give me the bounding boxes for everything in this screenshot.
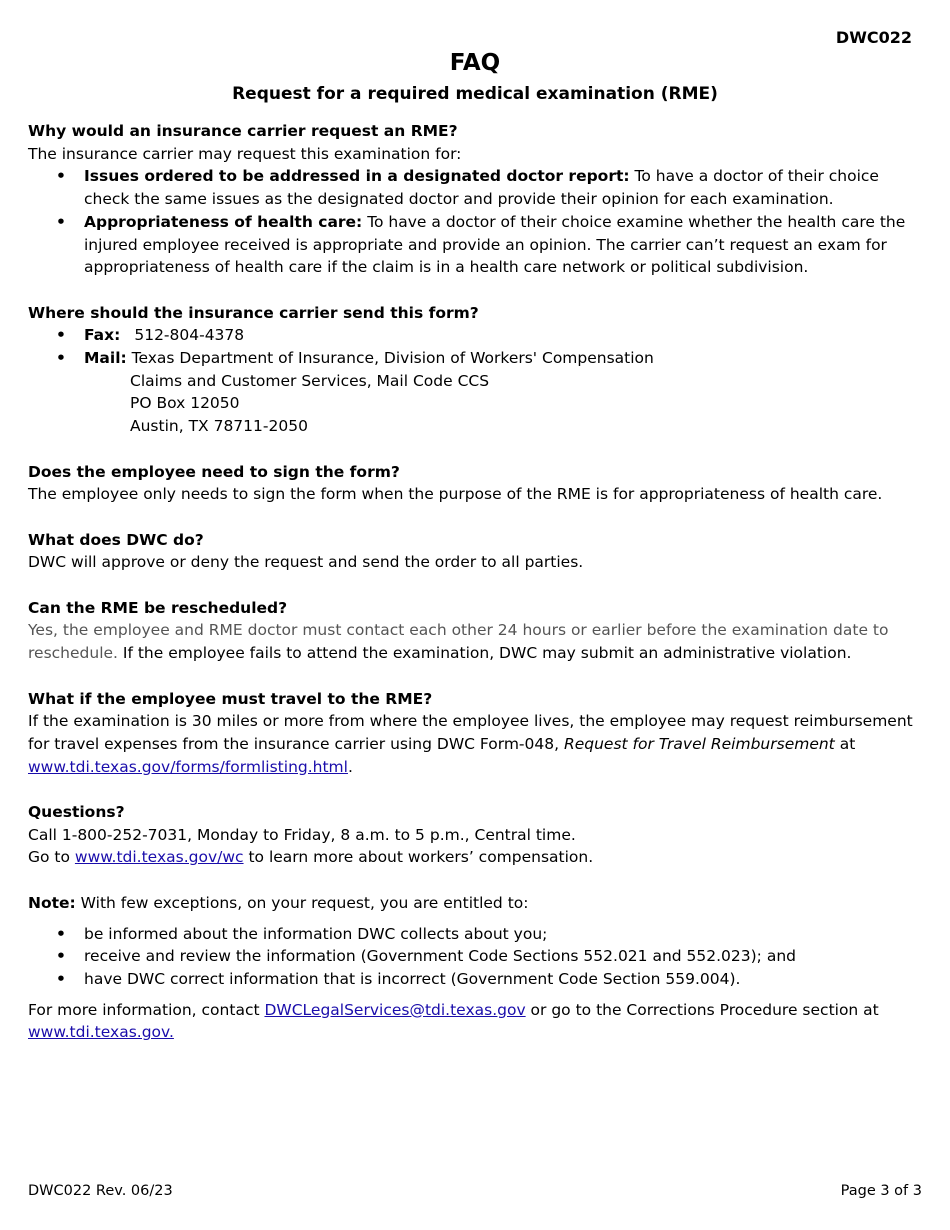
more-start: For more information, contact <box>28 1000 265 1019</box>
question-heading: Questions? <box>28 803 125 821</box>
more-info <box>28 999 923 1044</box>
section-where <box>28 302 923 438</box>
question-heading: Can the RME be rescheduled? <box>28 598 288 617</box>
fax-item <box>28 324 923 347</box>
bullet-label: Issues ordered to be addressed in a designated doctor report: <box>84 167 630 186</box>
more-mid: or go to the Corrections Procedure section at <box>525 1000 879 1019</box>
section-intro: The insurance carrier may request this examination for: <box>28 144 462 163</box>
bullet-text: To have a doctor of their choice examine whether the health care the injured employee received is appropriate and provide an opinion. The carrier can’t request an exam for appropriateness of health care if the claim is in a health care network or political subdivision. <box>84 212 906 277</box>
section-note <box>28 892 923 1044</box>
faq-content <box>28 120 923 1044</box>
reasons-list <box>28 165 923 279</box>
section-why <box>28 120 923 279</box>
form-code: DWC022 <box>835 28 912 47</box>
goto-rest: to learn more about workers’ compensation. <box>243 848 594 867</box>
list-item <box>28 211 923 279</box>
bullet-text: To have a doctor of their choice check the same issues as the designated doctor and provide their opinion for each examination. <box>84 167 879 209</box>
answer-text <box>28 710 923 778</box>
answer-end: . <box>347 757 353 776</box>
wc-link[interactable]: www.tdi.texas.gov/wc <box>74 848 244 867</box>
section-dwc <box>28 529 923 574</box>
question-heading: Does the employee need to sign the form? <box>28 462 400 481</box>
mail-line: Claims and Customer Services, Mail Code CCS <box>130 371 490 390</box>
bullet-label: Appropriateness of health care: <box>84 212 363 231</box>
rights-list <box>28 923 923 991</box>
send-options-list <box>28 324 923 438</box>
mail-line: Austin, TX 78711-2050 <box>130 417 308 436</box>
answer-text: DWC will approve or deny the request and send the order to all parties. <box>28 553 584 572</box>
section-sign <box>28 461 923 506</box>
answer-at: at <box>834 734 856 753</box>
fax-number: 512-804-4378 <box>134 326 245 345</box>
answer-start: If the examination is 30 miles or more from where the employee lives, the employee may request reimbursement for travel expenses from the insurance carrier using DWC Form-048, <box>28 712 913 753</box>
goto-text: Go to <box>28 848 75 867</box>
section-questions <box>28 801 923 869</box>
page-subtitle: Request for a required medical examination (RME) <box>232 84 718 104</box>
page-title: FAQ <box>449 50 501 76</box>
email-link[interactable]: DWCLegalServices@tdi.texas.gov <box>264 1000 526 1019</box>
question-heading: Where should the insurance carrier send this form? <box>28 303 479 322</box>
forms-link[interactable]: www.tdi.texas.gov/forms/formlisting.html <box>28 757 348 776</box>
goto-line <box>28 846 923 869</box>
list-item: • receive and review the information (Government Code Sections 552.021 and 552.023); and <box>28 945 923 968</box>
note-line <box>28 892 923 915</box>
question-heading: What does DWC do? <box>28 530 204 549</box>
mail-label: Mail: <box>84 349 127 368</box>
question-heading: Why would an insurance carrier request an RME? <box>28 122 458 140</box>
form-title-italic: Request for Travel Reimbursement <box>563 734 835 753</box>
footer-page-number: Page 3 of 3 <box>840 1183 922 1199</box>
note-label: Note: <box>28 893 76 912</box>
answer-gray-text: Yes, the employee and RME doctor must contact each other 24 hours or earlier before the examination date to reschedule. <box>28 621 889 663</box>
section-travel <box>28 688 923 779</box>
answer-text <box>28 619 923 664</box>
list-item: • be informed about the information DWC collects about you; <box>28 923 923 946</box>
footer-revision: DWC022 Rev. 06/23 <box>28 1183 173 1199</box>
call-line: Call 1-800-252-7031, Monday to Friday, 8 a.m. to 5 p.m., Central time. <box>28 825 576 844</box>
answer-rest-text: If the employee fails to attend the examination, DWC may submit an administrative violation. <box>117 644 852 663</box>
note-text: With few exceptions, on your request, you are entitled to: <box>75 893 529 912</box>
list-item <box>28 165 923 210</box>
mail-item <box>28 347 923 438</box>
fax-label: Fax: <box>84 326 121 345</box>
tdi-site-link[interactable]: www.tdi.texas.gov. <box>28 1023 174 1042</box>
answer-text: The employee only needs to sign the form when the purpose of the RME is for appropriateness of health care. <box>28 485 883 504</box>
section-reschedule <box>28 597 923 665</box>
mail-line: Texas Department of Insurance, Division of Workers' Compensation <box>131 349 654 368</box>
list-item: • have DWC correct information that is incorrect (Government Code Section 559.004). <box>28 968 923 991</box>
question-heading: What if the employee must travel to the RME? <box>28 689 433 708</box>
mail-line: PO Box 12050 <box>130 394 240 413</box>
